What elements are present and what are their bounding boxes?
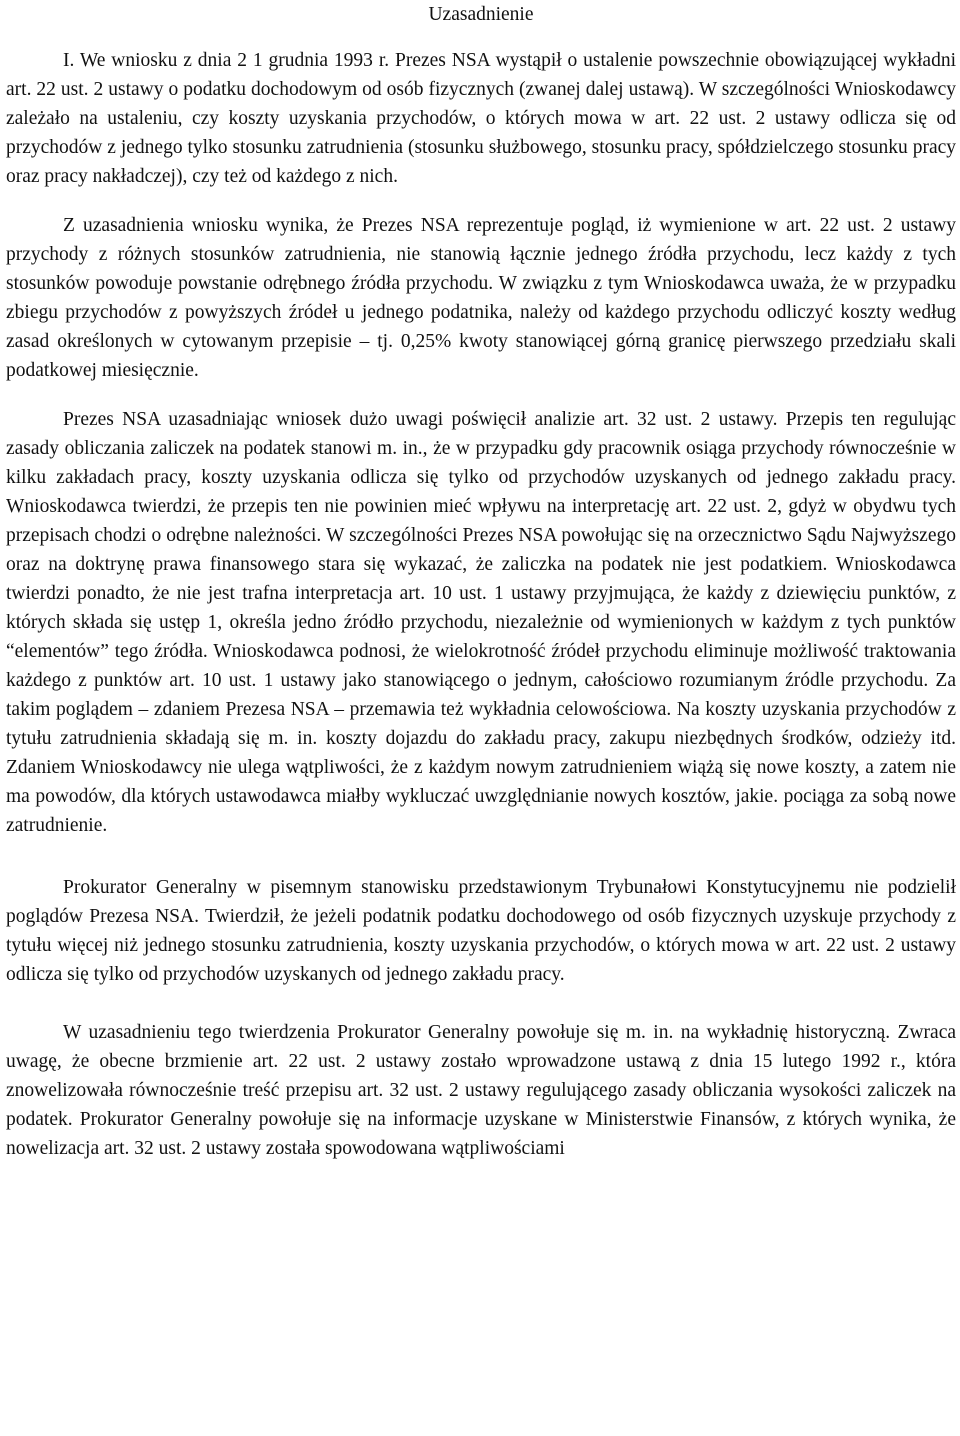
paragraph-prosecutor-position: Prokurator Generalny w pisemnym stanowisku przedstawionym Trybunałowi Konstytucyjnemu nie podzielił poglądów Prezesa NSA. Twierdził, że jeżeli podatnik podatku dochodowego od osób fizycznych uzyskuje przychody z tytułu więcej niż jednego stosunku zatrudnienia, koszty uzyskania przychodów, o których mowa w art. 22 ust. 2 ustawy odlicza się tylko od przychodów uzyskanych od jednego zakładu pracy. (6, 877, 956, 985)
paragraph-request: I. We wniosku z dnia 2 1 grudnia 1993 r. Prezes NSA wystąpił o ustalenie powszechnie obowiązującej wykładni art. 22 ust. 2 ustawy o podatku dochodowym od osób fizycznych (zwanej dalej ustawą). W szczególności Wnioskodawcy zależało na ustaleniu, czy koszty uzyskania przychodów, o których mowa w art. 22 ust. 2 ustawy odlicza się od przychodów z jednego tylko stosunku zatrudnienia (stosunku służbowego, stosunku pracy, spółdzielczego stosunku pracy oraz pracy nakładczej), czy też od każdego z nich. (6, 50, 956, 187)
document-page (6, 0, 956, 1163)
paragraph-analysis: Prezes NSA uzasadniając wniosek dużo uwagi poświęcił analizie art. 32 ust. 2 ustawy. Przepis ten regulując zasady obliczania zaliczek na podatek stanowi m. in., że w przypadku gdy pracownik osiąga przychody równocześnie w kilku zakładach pracy, koszty uzyskania odlicza się tylko od przychodów uzyskanych od jednego zakładu pracy. Wnioskodawca twierdzi, że przepis ten nie powinien mieć wpływu na interpretację art. 22 ust. 2, gdyż w obydwu tych przepisach chodzi o odrębne należności. W szczególności Prezes NSA powołując się na orzecznictwo Sądu Najwyższego oraz na doktrynę prawa finansowego stara się wykazać, że zaliczka na podatek nie jest podatkiem. Wnioskodawca twierdzi ponadto, że nie jest trafna interpretacja art. 10 ust. 1 ustawy przyjmująca, że każdy z dziewięciu punktów, z których składa się ustęp 1, określa jedno źródło przychodu, niezależnie od wymienionych w każdym z tych punktów “elementów” tego źródła. Wnioskodawca podnosi, że wielokrotność źródeł przychodu eliminuje możliwość traktowania każdego z punktów art. 10 ust. 1 ustawy jako stanowiącego o jednym, całościowo rozumianym źródle przychodu. Za takim poglądem – zdaniem Prezesa NSA – przemawia też wykładnia celowościowa. Na koszty uzyskania przychodów z tytułu zatrudnienia składają się m. in. koszty dojazdu do zakładu pracy, zakupu niezbędnych środków, odzieży itd. Zdaniem Wnioskodawcy nie ulega wątpliwości, że z każdym nowym zatrudnieniem wiążą się nowe koszty, a zatem nie ma powodów, dla których ustawodawca miałby wykluczać uwzględnianie nowych kosztów, jakie. pociąga za sobą nowe zatrudnienie. (6, 409, 956, 836)
document-title: Uzasadnienie (428, 4, 534, 25)
paragraph-justification: Z uzasadnienia wniosku wynika, że Prezes NSA reprezentuje pogląd, iż wymienione w art. 22 ust. 2 ustawy przychody z różnych stosunków zatrudnienia, nie stanowią łącznie jednego źródła przychodu, lecz każdy z tych stosunków powoduje powstanie odrębnego źródła przychodu. W związku z tym Wnioskodawca uważa, że w przypadku zbiegu przychodów z powyższych źródeł u jednego podatnika, należy od każdego przychodu odliczyć koszty według zasad określonych w cytowanym przepisie – tj. 0,25% kwoty stanowiącej górną granicę pierwszego przedziału skali podatkowej miesięcznie. (6, 215, 956, 381)
paragraph-historical-interpretation: W uzasadnieniu tego twierdzenia Prokurator Generalny powołuje się m. in. na wykładnię historyczną. Zwraca uwagę, że obecne brzmienie art. 22 ust. 2 ustawy zostało wprowadzone ustawą z dnia 15 lutego 1992 r., która znowelizowała równocześnie treść przepisu art. 32 ust. 2 ustawy regulującego zasady obliczania wysokości zaliczek na podatek. Prokurator Generalny powołuje się na informacje uzyskane w Ministerstwie Finansów, z których wynika, że nowelizacja art. 32 ust. 2 ustawy została spowodowana wątpliwościami (6, 1022, 956, 1159)
